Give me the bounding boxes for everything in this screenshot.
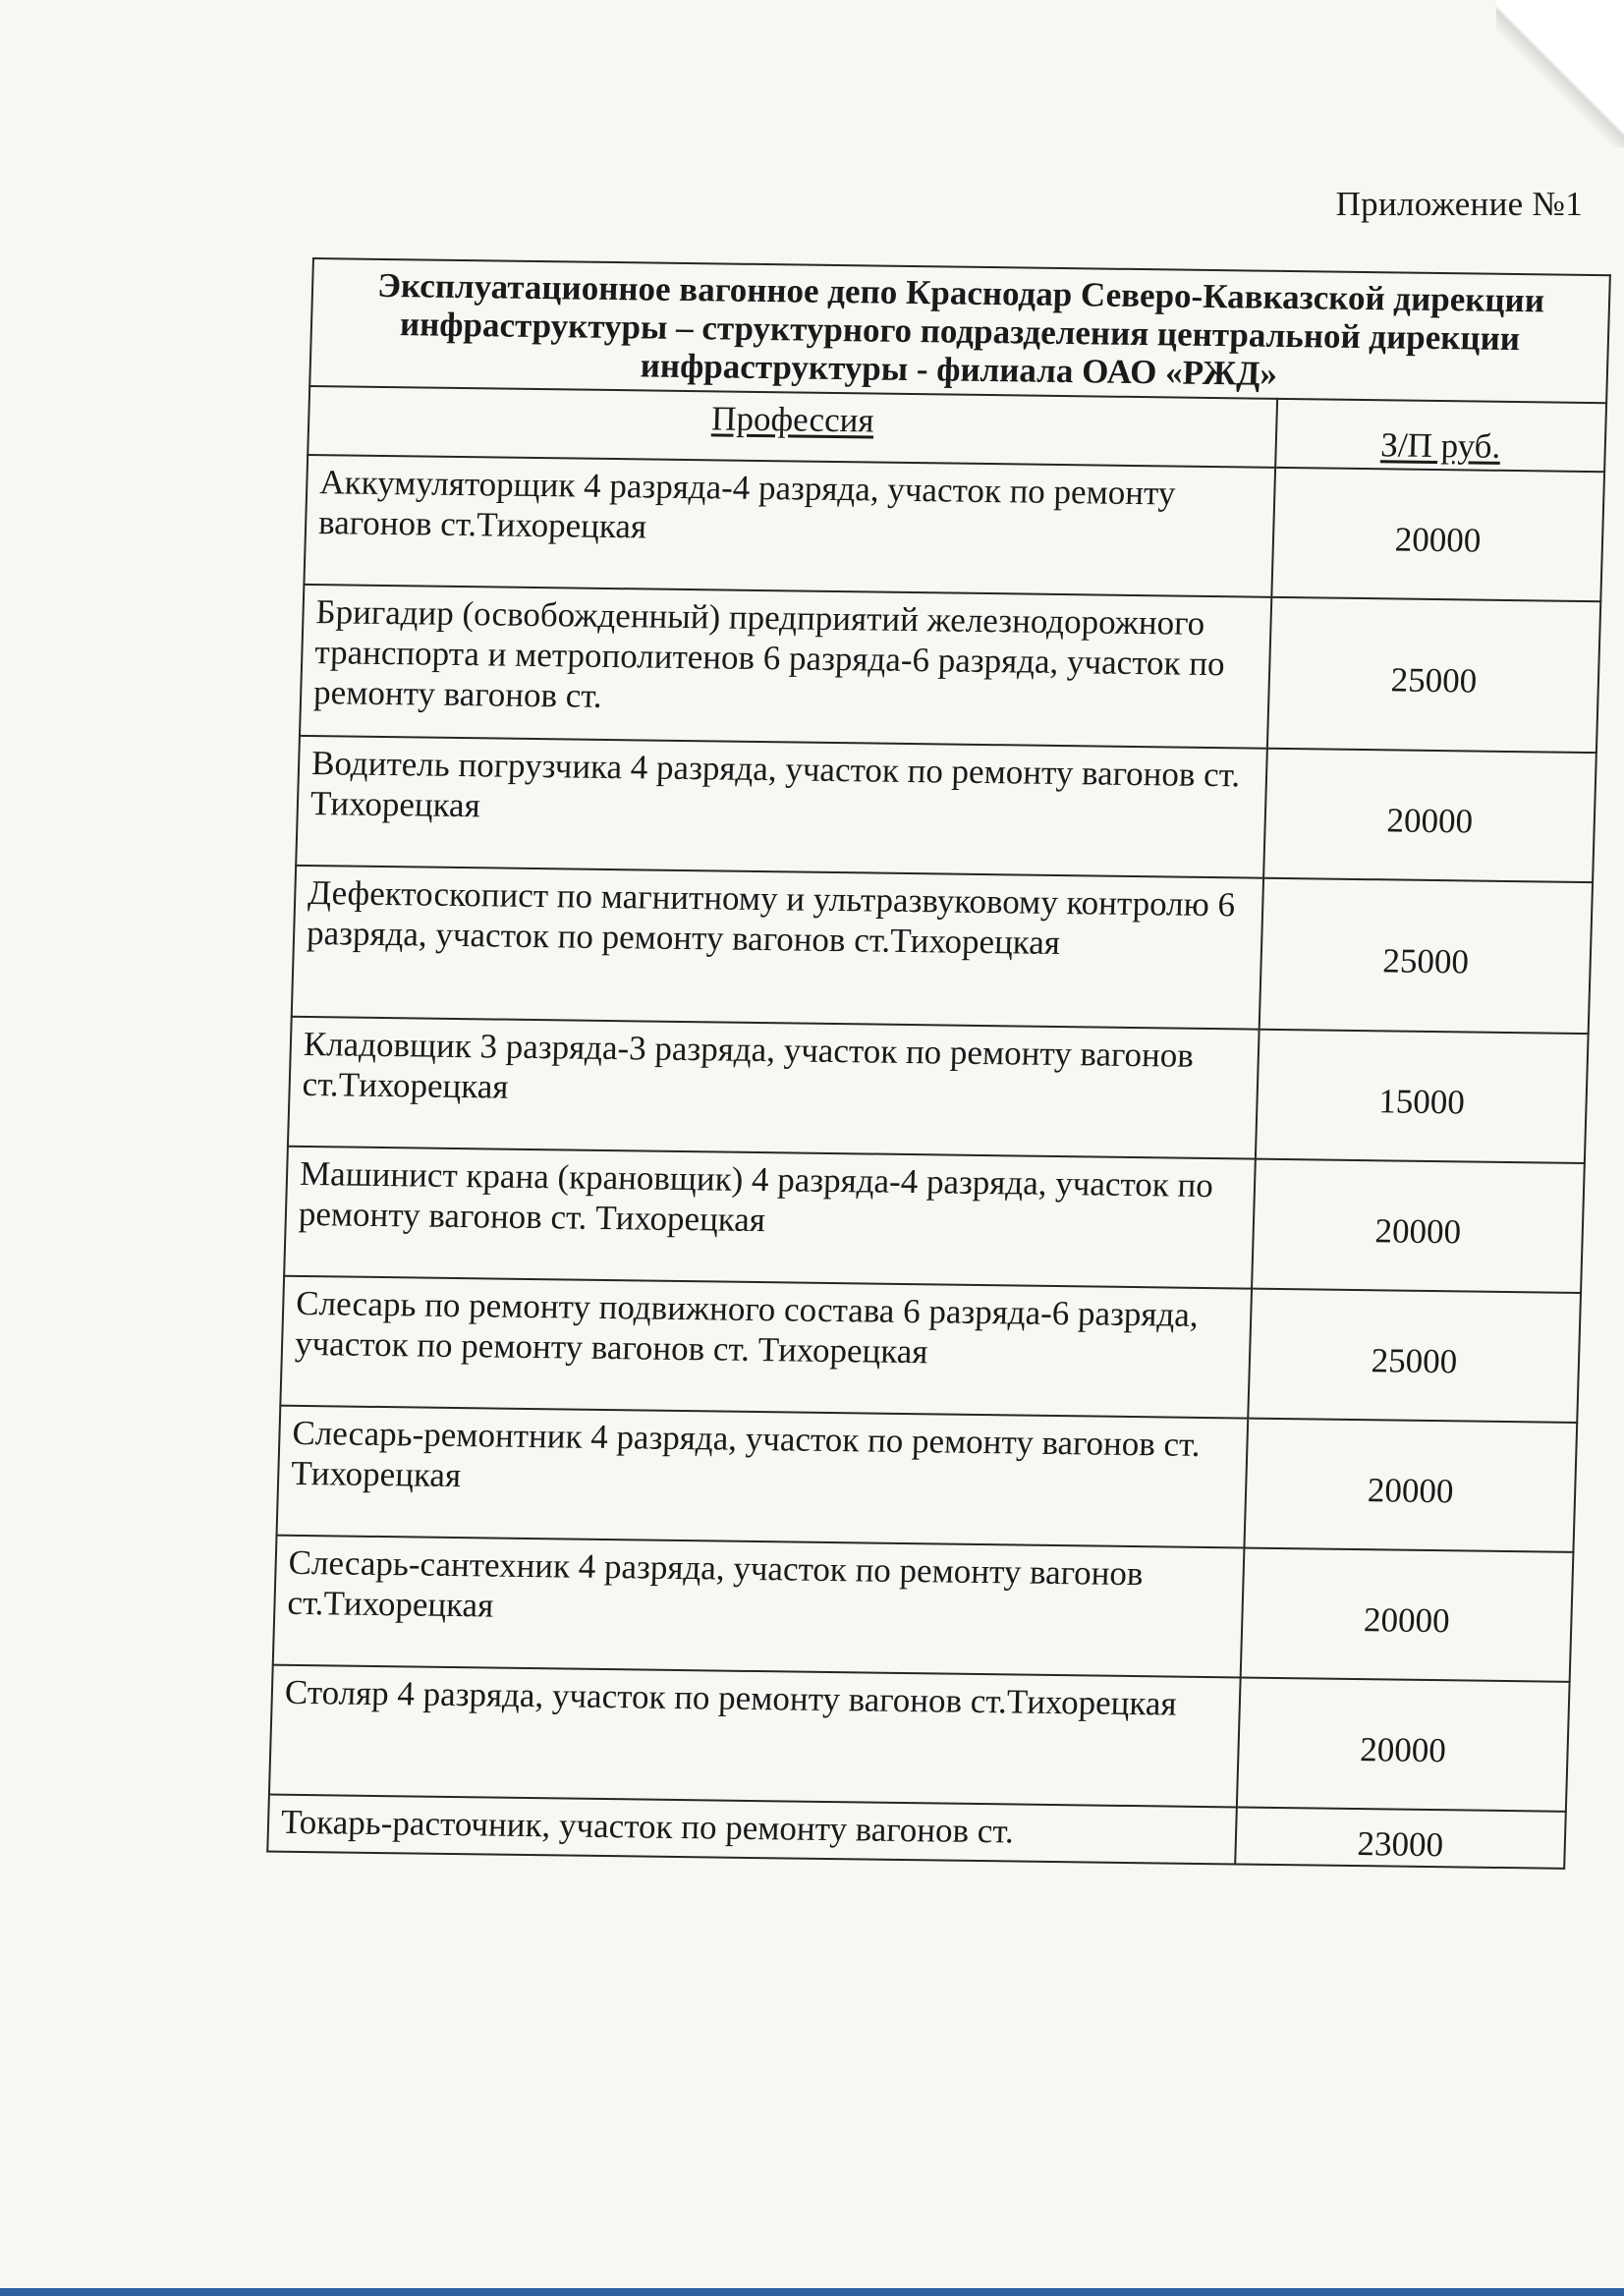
profession-cell: Дефектоскопист по магнитному и ультразвуковому контролю 6 разряда, участок по ремонту вагонов ст.Тихорецкая <box>292 865 1263 1029</box>
salary-document <box>266 257 1609 1870</box>
profession-cell: Слесарь по ремонту подвижного состава 6 разряда-6 разряда, участок по ремонту вагонов ст. Тихорецкая <box>280 1275 1252 1418</box>
salary-table <box>266 257 1611 1870</box>
scan-bottom-edge <box>0 2288 1624 2296</box>
salary-cell: 20000 <box>1271 467 1604 600</box>
folded-page-corner <box>1496 0 1624 147</box>
salary-cell: 23000 <box>1235 1807 1566 1869</box>
profession-cell: Аккумуляторщик 4 разряда-4 разряда, участок по ремонту вагонов ст.Тихорецкая <box>304 455 1275 597</box>
appendix-label: Приложение №1 <box>1335 185 1583 223</box>
table-row <box>288 1016 1589 1162</box>
salary-cell: 20000 <box>1237 1677 1570 1811</box>
salary-cell: 25000 <box>1248 1288 1581 1422</box>
table-row <box>273 1535 1574 1681</box>
salary-cell: 20000 <box>1244 1418 1577 1551</box>
profession-cell: Слесарь-ремонтник 4 разряда, участок по ремонту вагонов ст. Тихорецкая <box>277 1405 1249 1547</box>
profession-cell: Машинист крана (крановщик) 4 разряда-4 разряда, участок по ремонту вагонов ст. Тихорецкая <box>284 1146 1256 1288</box>
salary-cell: 20000 <box>1241 1547 1574 1681</box>
profession-cell: Водитель погрузчика 4 разряда, участок по ремонту вагонов ст. Тихорецкая <box>296 735 1267 877</box>
salary-cell: 25000 <box>1267 596 1600 752</box>
salary-column-header: З/П руб. <box>1275 398 1606 471</box>
table-row <box>296 735 1596 881</box>
table-row <box>292 865 1593 1033</box>
table-row <box>277 1405 1578 1551</box>
salary-cell: 15000 <box>1256 1029 1589 1162</box>
profession-cell: Бригадир (освобожденный) предприятий железнодорожного транспорта и метрополитенов 6 разряда-6 разряда, участок по ремонту вагонов ст. <box>300 584 1271 748</box>
table-row <box>304 455 1604 601</box>
table-row <box>284 1146 1585 1292</box>
profession-cell: Слесарь-сантехник 4 разряда, участок по ремонту вагонов ст.Тихорецкая <box>273 1535 1245 1677</box>
org-header-row <box>309 258 1610 403</box>
table-row <box>300 584 1600 752</box>
salary-cell: 20000 <box>1263 748 1596 881</box>
org-header: Эксплуатационное вагонное депо Краснодар Северо-Кавказской дирекции инфраструктуры – структурного подразделения центральной дирекции инфраструктуры - филиала ОАО «РЖД» <box>309 258 1610 403</box>
salary-cell: 20000 <box>1252 1158 1585 1292</box>
table-row <box>280 1275 1581 1422</box>
table-row <box>269 1664 1570 1811</box>
profession-cell: Кладовщик 3 разряда-3 разряда, участок по ремонту вагонов ст.Тихорецкая <box>288 1016 1260 1158</box>
profession-column-header: Профессия <box>308 386 1277 468</box>
salary-cell: 25000 <box>1260 877 1593 1033</box>
profession-cell: Токарь-расточник, участок по ремонту вагонов ст. <box>267 1794 1237 1864</box>
profession-cell: Столяр 4 разряда, участок по ремонту вагонов ст.Тихорецкая <box>269 1664 1241 1807</box>
